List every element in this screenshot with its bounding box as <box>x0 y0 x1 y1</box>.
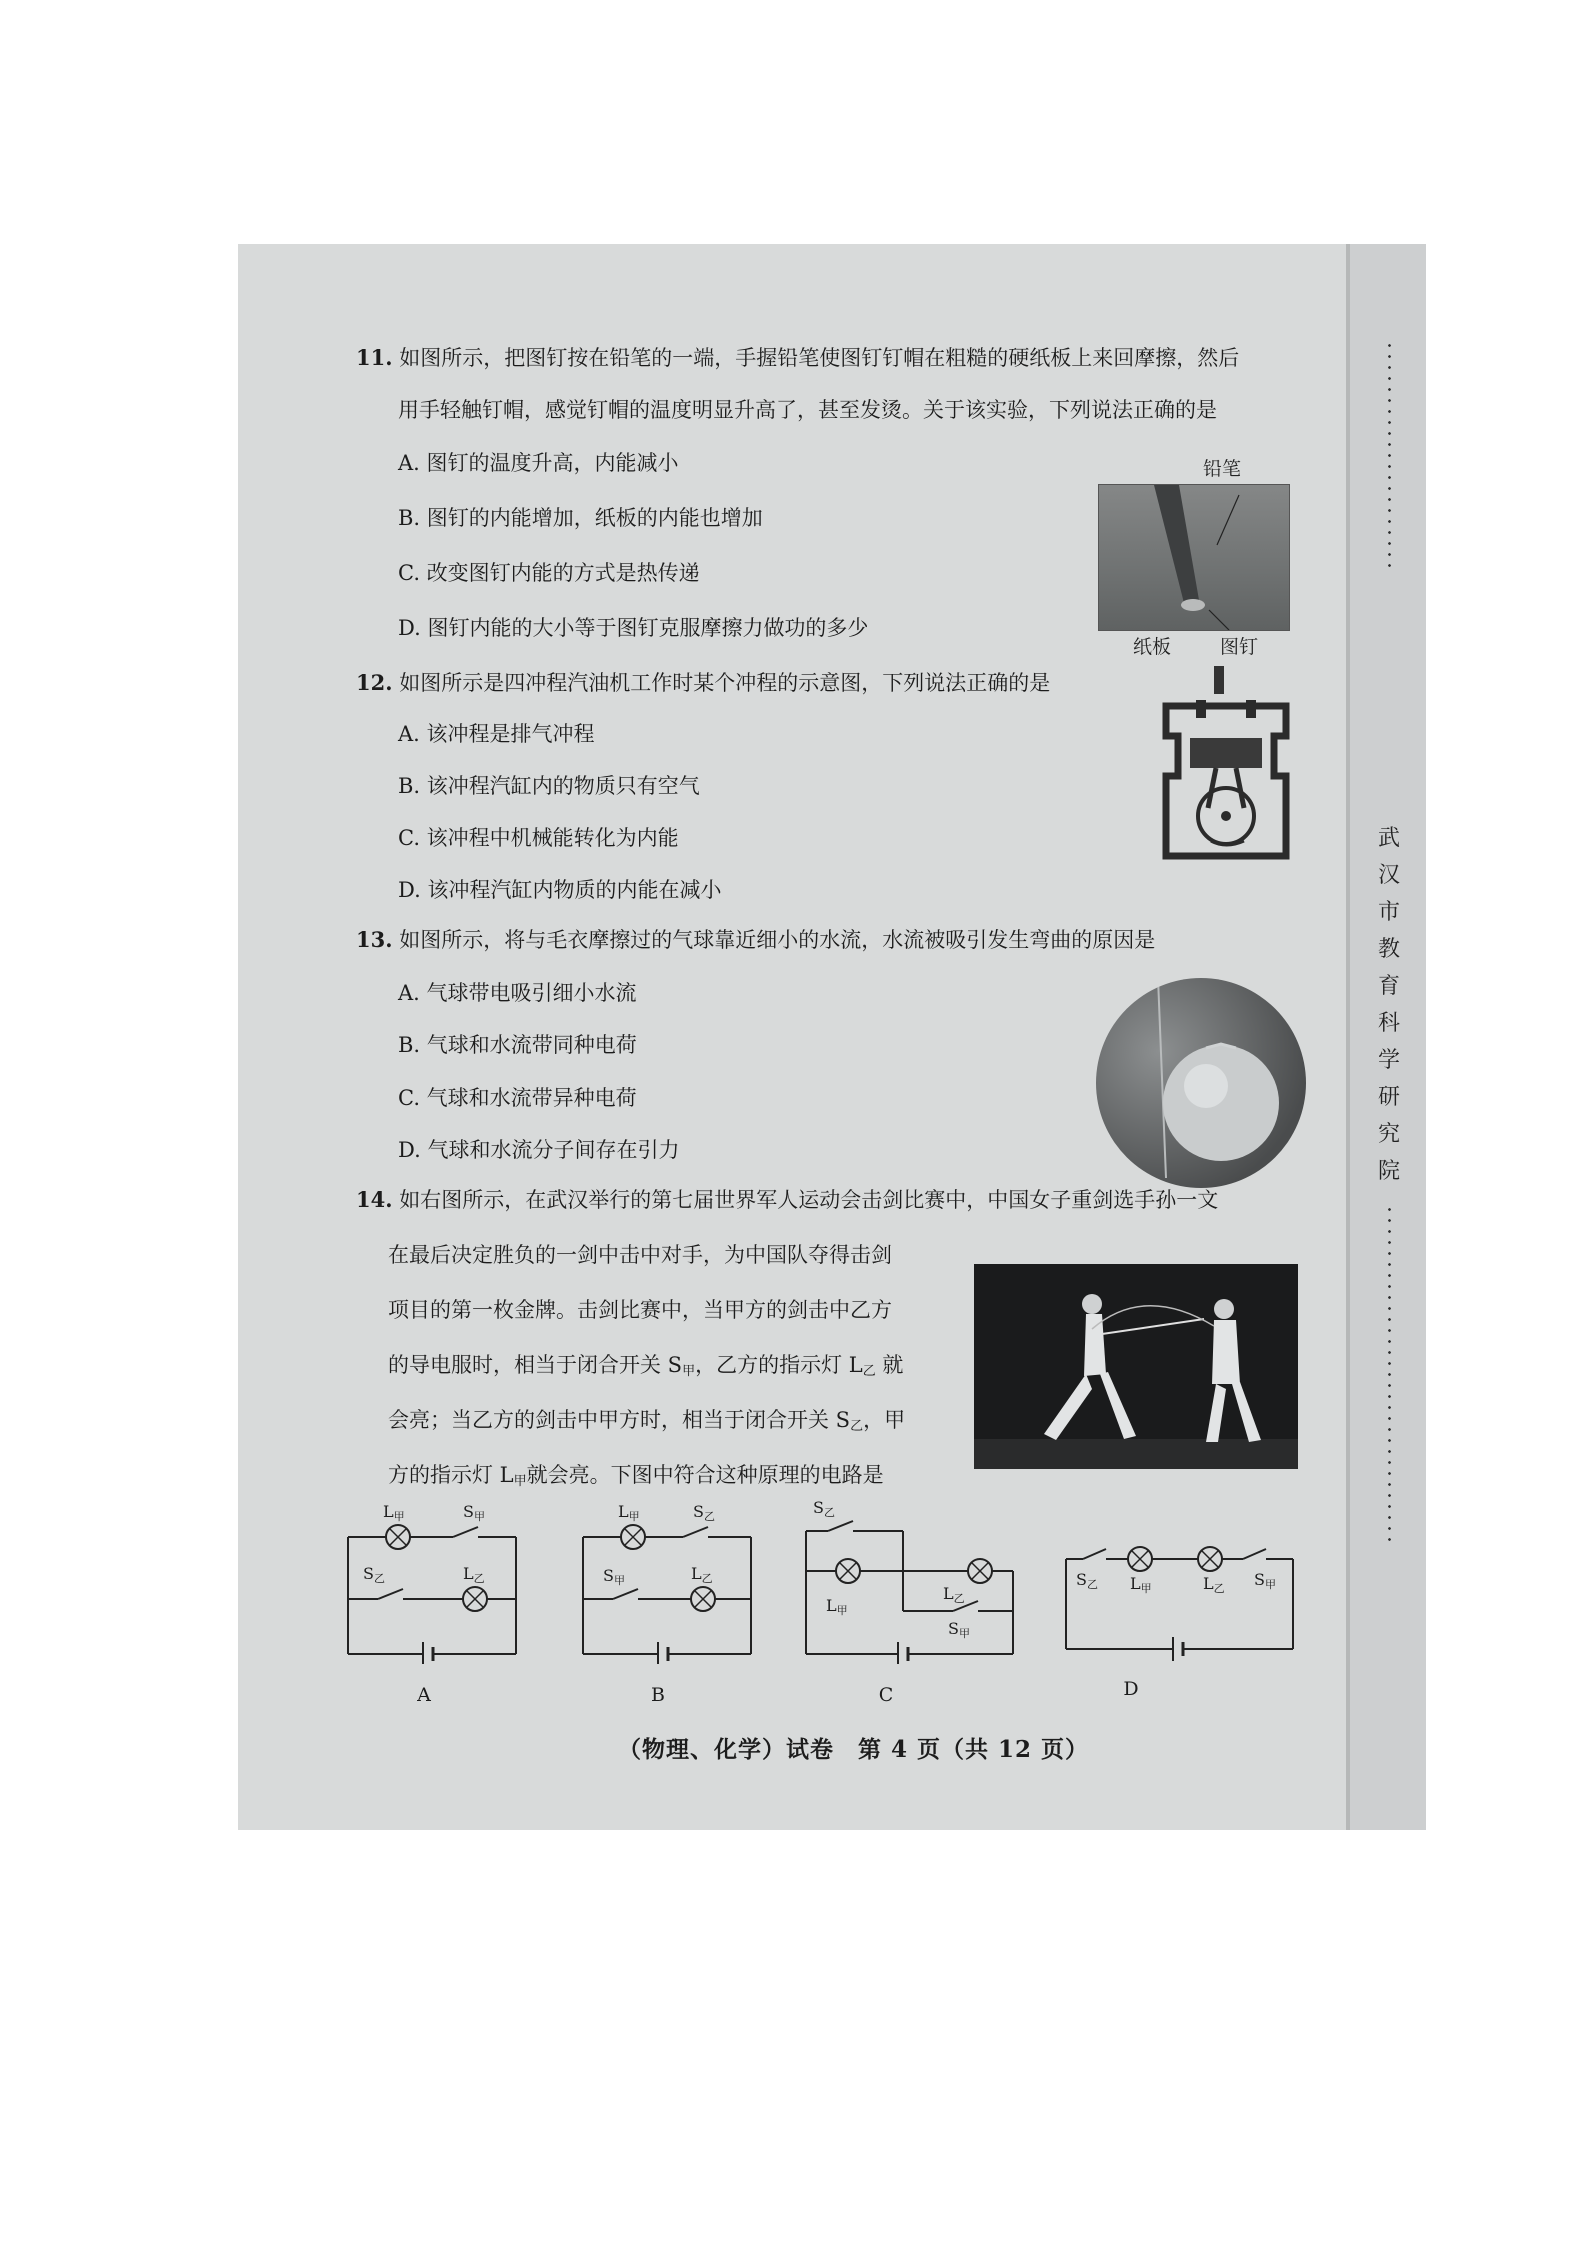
engine-drawing <box>1156 666 1296 866</box>
pencil-label: 铅笔 <box>1203 458 1242 480</box>
circuit-b <box>573 1499 763 1664</box>
q14-stem-4a: 的导电服时，相当于闭合开关 S <box>388 1353 683 1377</box>
stub-char: 科 <box>1377 1011 1400 1036</box>
circuit-d <box>1058 1499 1308 1664</box>
q14-stem-line2: 在最后决定胜负的一剑中击中对手，为中国队夺得击剑 <box>388 1243 892 1267</box>
circuit-b-letter: B <box>651 1684 665 1706</box>
circuit-d-letter: D <box>1123 1678 1139 1700</box>
q14-stem-line4 <box>388 1351 903 1386</box>
q14-stem-line3: 项目的第一枚金牌。击剑比赛中，当甲方的剑击中乙方 <box>388 1298 892 1322</box>
stub-char: 研 <box>1377 1085 1400 1110</box>
circuit-d-label-l-jia: L甲 <box>1130 1574 1152 1595</box>
circuit-c-label-s-jia: S甲 <box>948 1619 970 1640</box>
q13-option-c: C. 气球和水流带异种电荷 <box>398 1086 637 1110</box>
q12-option-c: C. 该冲程中机械能转化为内能 <box>398 826 679 850</box>
stub-char: 市 <box>1377 900 1400 925</box>
q11-option-c: C. 改变图钉内能的方式是热传递 <box>398 561 700 585</box>
balloon-drawing <box>1096 978 1306 1188</box>
q12-option-b: B. 该冲程汽缸内的物质只有空气 <box>398 774 700 798</box>
q14-stem-4e: 就 <box>875 1353 904 1377</box>
fencing-drawing <box>974 1264 1298 1469</box>
q13-option-a: A. 气球带电吸引细小水流 <box>398 981 637 1005</box>
circuit-a-letter: A <box>417 1684 431 1706</box>
q14-stem-6c: 就会亮。下图中符合这种原理的电路是 <box>526 1463 884 1487</box>
circuit-a <box>338 1499 528 1664</box>
q14-stem-line1 <box>356 1186 1218 1214</box>
q14-stem-4c: ，乙方的指示灯 L <box>695 1353 863 1377</box>
pencil-pin-photo <box>1098 484 1290 631</box>
circuit-a-label-l-yi: L乙 <box>463 1564 485 1585</box>
circuit-c-letter: C <box>878 1684 894 1706</box>
q14-sub-jia-1: 甲 <box>682 1364 696 1379</box>
circuit-d-label-l-yi: L乙 <box>1203 1574 1225 1595</box>
q14-stem-5a: 会亮；当乙方的剑击中甲方时，相当于闭合开关 S <box>388 1408 851 1432</box>
q11-stem-1: 如图所示，把图钉按在铅笔的一端，手握铅笔使图钉钉帽在粗糙的硬纸板上来回摩擦，然后 <box>399 346 1240 370</box>
circuit-c <box>798 1499 1023 1664</box>
stub-char: 院 <box>1377 1159 1400 1184</box>
q14-sub-jia-2: 甲 <box>513 1474 527 1489</box>
stub-char: 学 <box>1377 1048 1400 1073</box>
circuit-a-label-s-yi: S乙 <box>363 1564 385 1585</box>
q11-stem-line2: 用手轻触钉帽，感觉钉帽的温度明显升高了，甚至发烫。关于该实验，下列说法正确的是 <box>398 398 1217 422</box>
pencil-pin-drawing <box>1099 485 1289 630</box>
fencing-photo <box>974 1264 1298 1469</box>
q11-number: 11. <box>356 345 393 370</box>
circuit-b-label-s-yi: S乙 <box>693 1502 715 1523</box>
circuit-b-label-l-yi: L乙 <box>691 1564 713 1585</box>
circuit-c-label-s-yi: S乙 <box>813 1499 835 1519</box>
board-label: 纸板 <box>1133 636 1172 658</box>
q11-option-a: A. 图钉的温度升高，内能减小 <box>398 451 679 475</box>
q14-stem-6a: 方的指示灯 L <box>388 1463 514 1487</box>
circuit-d-label-s-yi: S乙 <box>1076 1570 1098 1591</box>
circuit-d-label-s-jia: S甲 <box>1254 1570 1276 1591</box>
q12-option-a: A. 该冲程是排气冲程 <box>398 722 595 746</box>
q12-option-d: D. 该冲程汽缸内物质的内能在减小 <box>398 878 722 902</box>
photographed-page <box>238 244 1426 1830</box>
q14-sub-yi-1: 乙 <box>862 1364 876 1379</box>
q13-stem-line <box>356 926 1155 954</box>
pin-label: 图钉 <box>1220 636 1259 658</box>
q12-number: 12. <box>356 670 393 695</box>
circuit-a-label-l-jia: L甲 <box>383 1502 405 1523</box>
q13-stem: 如图所示，将与毛衣摩擦过的气球靠近细小的水流，水流被吸引发生弯曲的原因是 <box>399 928 1156 952</box>
circuit-a-label-s-jia: S甲 <box>463 1502 485 1523</box>
q11-option-d: D. 图钉内能的大小等于图钉克服摩擦力做功的多少 <box>398 616 869 640</box>
binding-dots-bottom <box>1388 1204 1391 1544</box>
stub-char: 武 <box>1377 826 1400 851</box>
q14-number: 14. <box>356 1187 393 1212</box>
stub-char: 教 <box>1377 937 1400 962</box>
q13-option-b: B. 气球和水流带同种电荷 <box>398 1033 637 1057</box>
balloon-photo <box>1096 978 1306 1188</box>
binding-dots-top <box>1388 340 1391 568</box>
q11-stem-line1 <box>356 344 1239 372</box>
q14-stem-line6 <box>388 1461 884 1496</box>
circuit-b-label-s-jia: S甲 <box>603 1566 625 1587</box>
q13-option-d: D. 气球和水流分子间存在引力 <box>398 1138 680 1162</box>
circuit-b-label-l-jia: L甲 <box>618 1502 640 1523</box>
stub-char: 究 <box>1377 1122 1400 1147</box>
engine-diagram <box>1156 666 1296 866</box>
stub-char: 汉 <box>1377 863 1400 888</box>
q14-stem-5c: ，甲 <box>863 1408 906 1432</box>
q14-stem-line5 <box>388 1406 905 1441</box>
q13-number: 13. <box>356 927 393 952</box>
q14-stem-1: 如右图所示，在武汉举行的第七届世界军人运动会击剑比赛中，中国女子重剑选手孙一文 <box>399 1188 1219 1212</box>
circuit-c-label-l-yi: L乙 <box>943 1584 965 1605</box>
q12-stem-line <box>356 669 1050 697</box>
institution-stub-text <box>1372 820 1406 1190</box>
circuit-c-label-l-jia: L甲 <box>826 1596 848 1617</box>
q12-stem: 如图所示是四冲程汽油机工作时某个冲程的示意图，下列说法正确的是 <box>399 671 1051 695</box>
stub-char: 育 <box>1377 974 1400 999</box>
q14-sub-yi-2: 乙 <box>850 1419 864 1434</box>
exam-sheet <box>238 244 1346 1830</box>
page-footer: （物理、化学）试卷 第 4 页（共 12 页） <box>618 1736 1090 1763</box>
q11-option-b: B. 图钉的内能增加，纸板的内能也增加 <box>398 506 763 530</box>
